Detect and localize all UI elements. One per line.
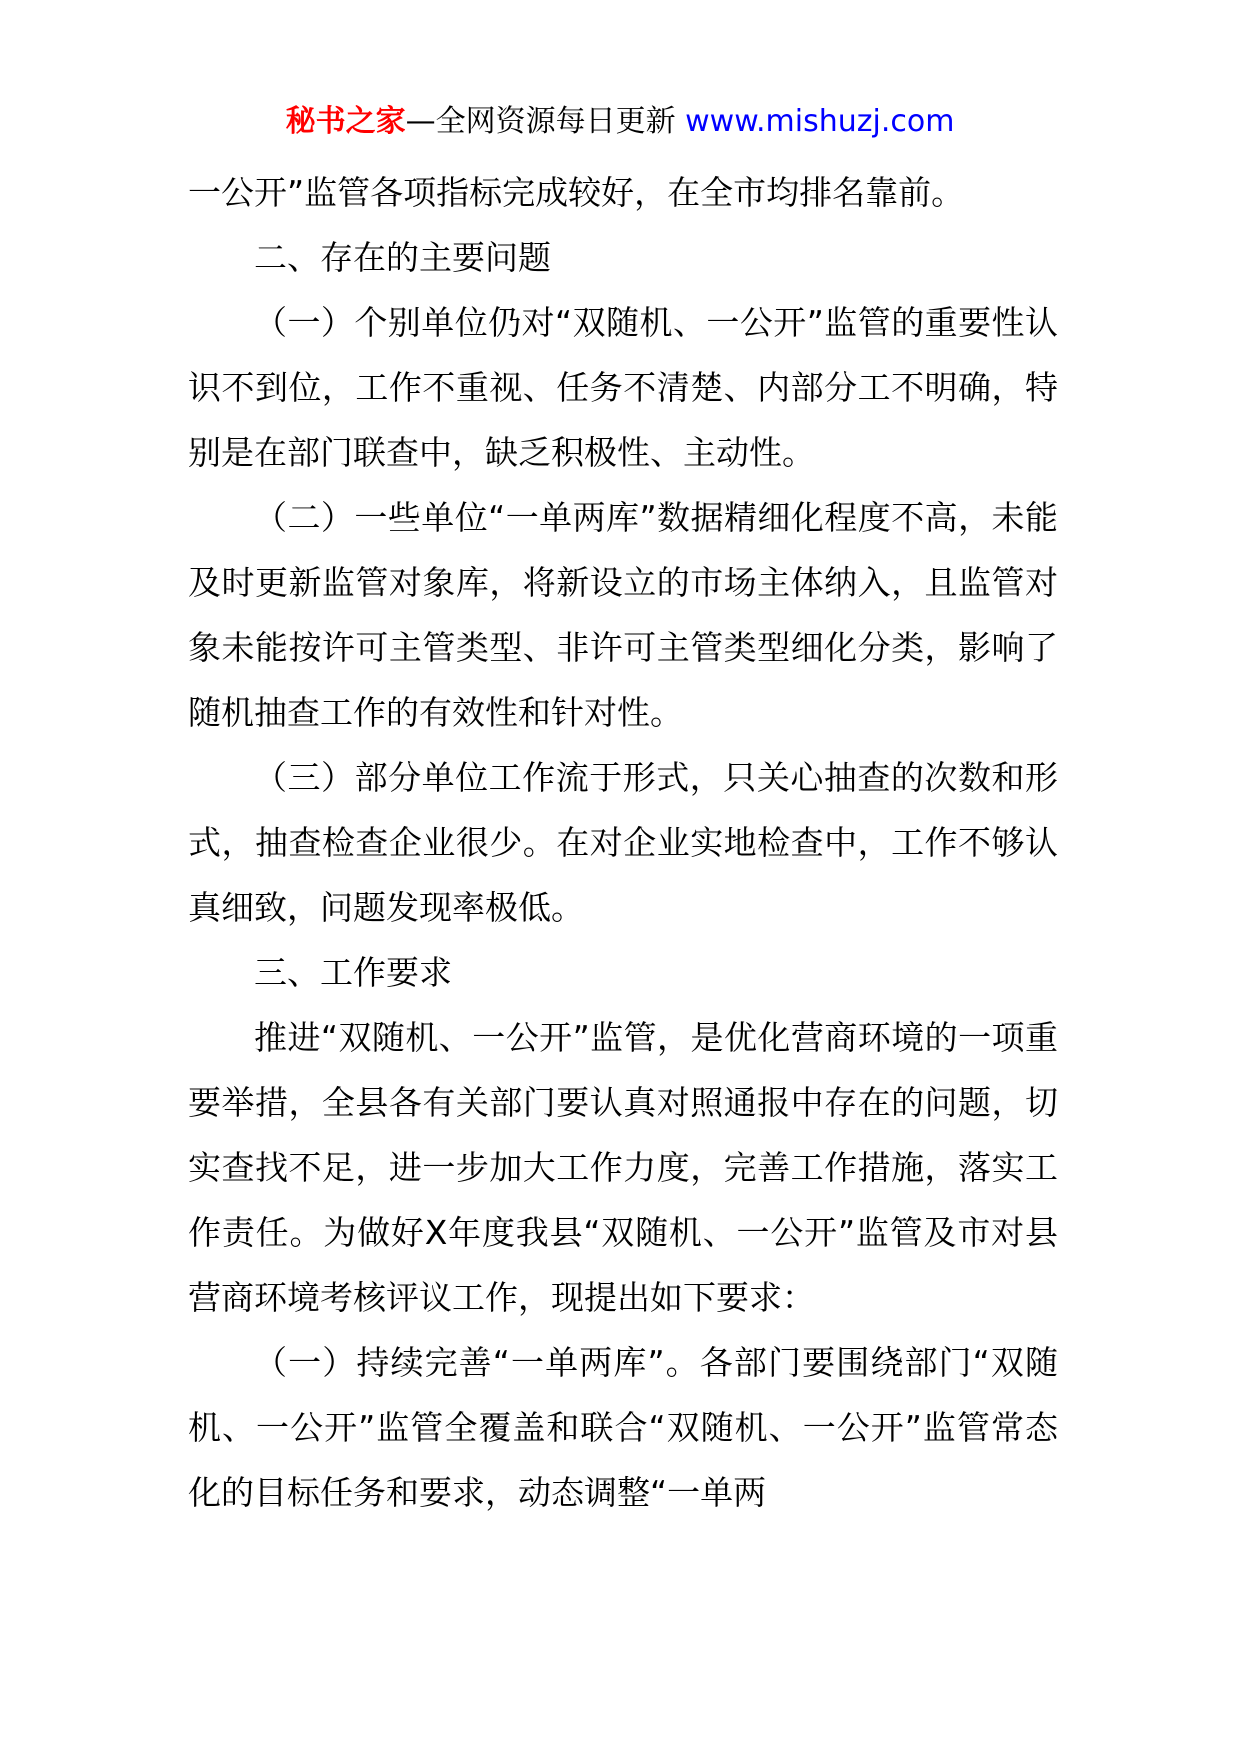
section-heading-problems: 二、存在的主要问题: [254, 238, 551, 277]
document-body: [188, 160, 1058, 1525]
site-header: [0, 102, 1240, 142]
site-tagline: —全网资源每日更新: [405, 104, 686, 139]
site-brand: 秘书之家: [285, 104, 406, 139]
paragraph-requirements-intro: 推进“双随机、一公开”监管，是优化营商环境的一项重要举措，全县各有关部门要认真对照通报中存在的问题，切实查找不足，进一步加大工作力度，完善工作措施，落实工作责任。为做好X年度我县“双随机、一公开”监管及市对县营商环境考核评议工作，现提出如下要求：: [188, 1018, 1058, 1317]
site-url-link[interactable]: www.mishuzj.com: [685, 104, 955, 139]
paragraph-problem-2: （二）一些单位“一单两库”数据精细化程度不高，未能及时更新监管对象库，将新设立的市场主体纳入，且监管对象未能按许可主管类型、非许可主管类型细化分类，影响了随机抽查工作的有效性和针对性。: [188, 498, 1058, 732]
paragraph-problem-3: （三）部分单位工作流于形式，只关心抽查的次数和形式，抽查检查企业很少。在对企业实地检查中，工作不够认真细致，问题发现率极低。: [188, 758, 1058, 927]
paragraph-problem-1: （一）个别单位仍对“双随机、一公开”监管的重要性认识不到位，工作不重视、任务不清楚、内部分工不明确，特别是在部门联查中，缺乏积极性、主动性。: [188, 303, 1058, 472]
paragraph-requirement-1: （一）持续完善“一单两库”。各部门要围绕部门“双随机、一公开”监管全覆盖和联合“双随机、一公开”监管常态化的目标任务和要求，动态调整“一单两: [188, 1343, 1058, 1512]
section-heading-requirements: 三、工作要求: [254, 953, 452, 992]
paragraph-continuation: 一公开”监管各项指标完成较好，在全市均排名靠前。: [188, 173, 965, 212]
